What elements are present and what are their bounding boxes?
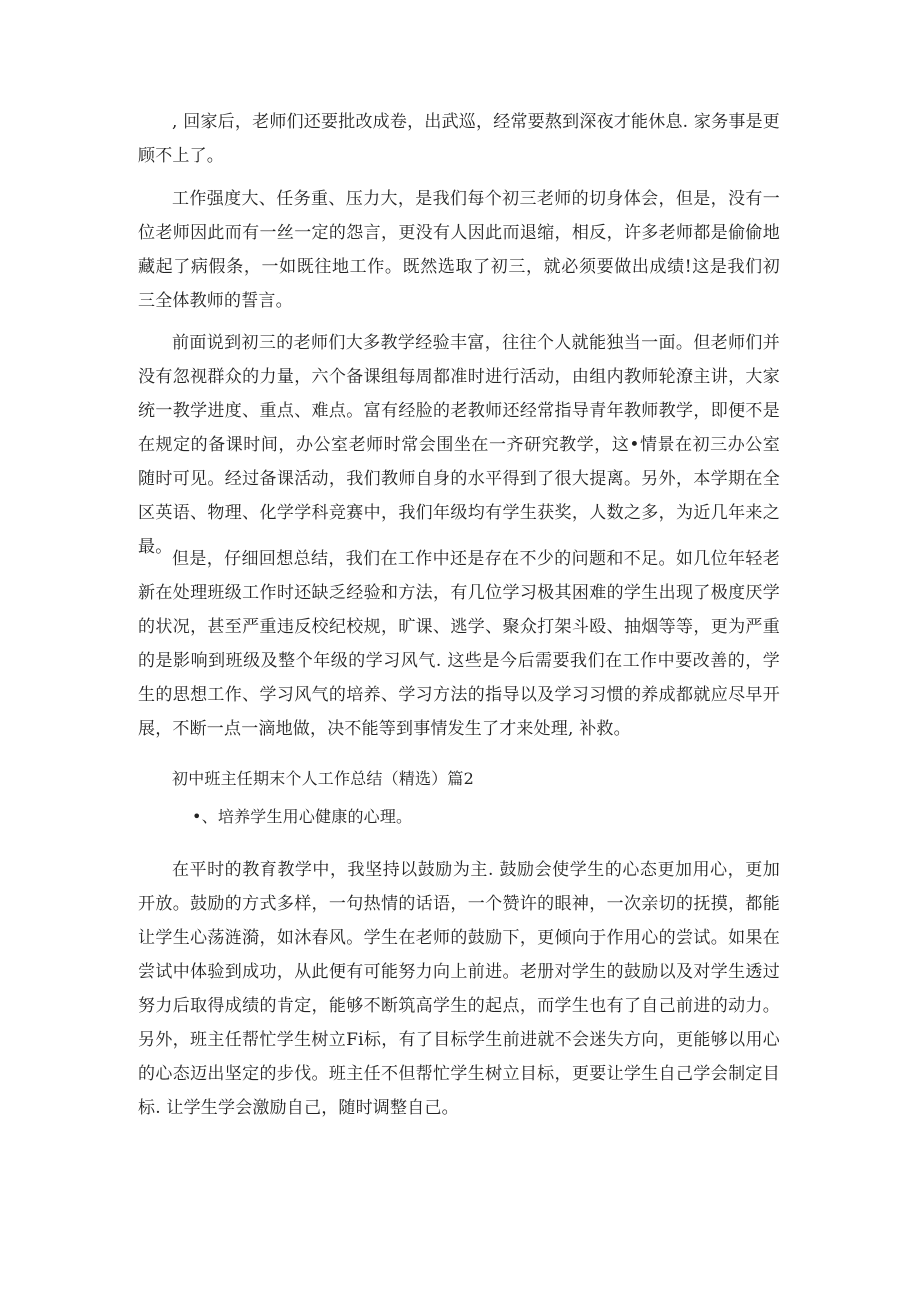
paragraph-4: 但是，仔细回想总结，我们在工作中还是存在不少的问题和不足。如几位年轻老新在处理班级工作时还缺乏经验和方法，有几位学习极其困难的学生出现了极度厌学的状况，甚至严重违反校纪校规，旷课、逃学、聚众打架斗殴、抽烟等等，更为严重的是影响到班级及整个年级的学习风气. 这些是今后需要我们在工作中要改善的，学生的思想工作、学习风气的培养、学习方法的指导以及学习习惯的养成都就应尽早开展，不断一点一滴地做，决不能等到事情发生了才来处理, 补救。 xyxy=(138,549,780,739)
paragraph-3: 前面说到初三的老师们大多教学经验丰富，往往个人就能独当一面。但老师们并没有忽视群众的力量，六个备课组每周都准时进行活动，由组内教师轮潦主讲，大家统一教学进度、重点、难点。富有经脸的老教师还经常指导青年教师教学，即便不是在规定的备课时间，办公室老师时常会围坐在一齐研究教学，这•情景在初三办公室随时可见。经过备课活动，我们教师自身的水平得到了很大提离。另外，本学期在全区英语、物理、化学学科竞赛中，我们年级均有学生获奖，人数之多，为近几年来之最。 xyxy=(138,333,780,557)
paragraph-2: 工作强度大、任务重、压力大，是我们每个初三老师的切身体会，但是，没有一位老师因此而有一丝一定的怨言，更没有人因此而退缩，相反，许多老师都是偷偷地藏起了病假条，一如既往地工作。既然选取了初三，就必须要做出成绩!这是我们初三全体教师的誓言。 xyxy=(138,189,780,311)
section-heading: 初中班主任期末个人工作总结（精选）篇2 xyxy=(172,769,474,788)
section-subheading: •、培养学生用心健康的心理。 xyxy=(192,807,413,826)
paragraph-1: , 回家后，老师们还要批改成卷，出武巡，经常要熬到深夜才能休息. 家务事是更顾不上了。 xyxy=(138,112,780,166)
paragraph-5: 在平时的教育教学中，我坚持以鼓励为主. 鼓励会使学生的心态更加用心，更加开放。鼓励的方式多样，一句热情的话语，一个赞许的眼神，一次亲切的抚摸，都能让学生心荡涟漪，如沐春风。学生在老师的鼓励下，更倾向于作用心的尝试。如果在尝试中体验到成功，从此便有可能努力向上前进。老册对学生的鼓励以及对学生透过努力后取得成绩的肯定，能够不断筑高学生的起点，而学生也有了自己前进的动力。另外，班主任帮忙学生树立Fi标，有了目标学生前进就不会迷失方向，更能够以用心的心态迈出坚定的步伐。班主任不但帮忙学生树立目标，更要让学生自己学会制定目标. 让学生学会激励自己，随时调整自己。 xyxy=(138,860,780,1118)
